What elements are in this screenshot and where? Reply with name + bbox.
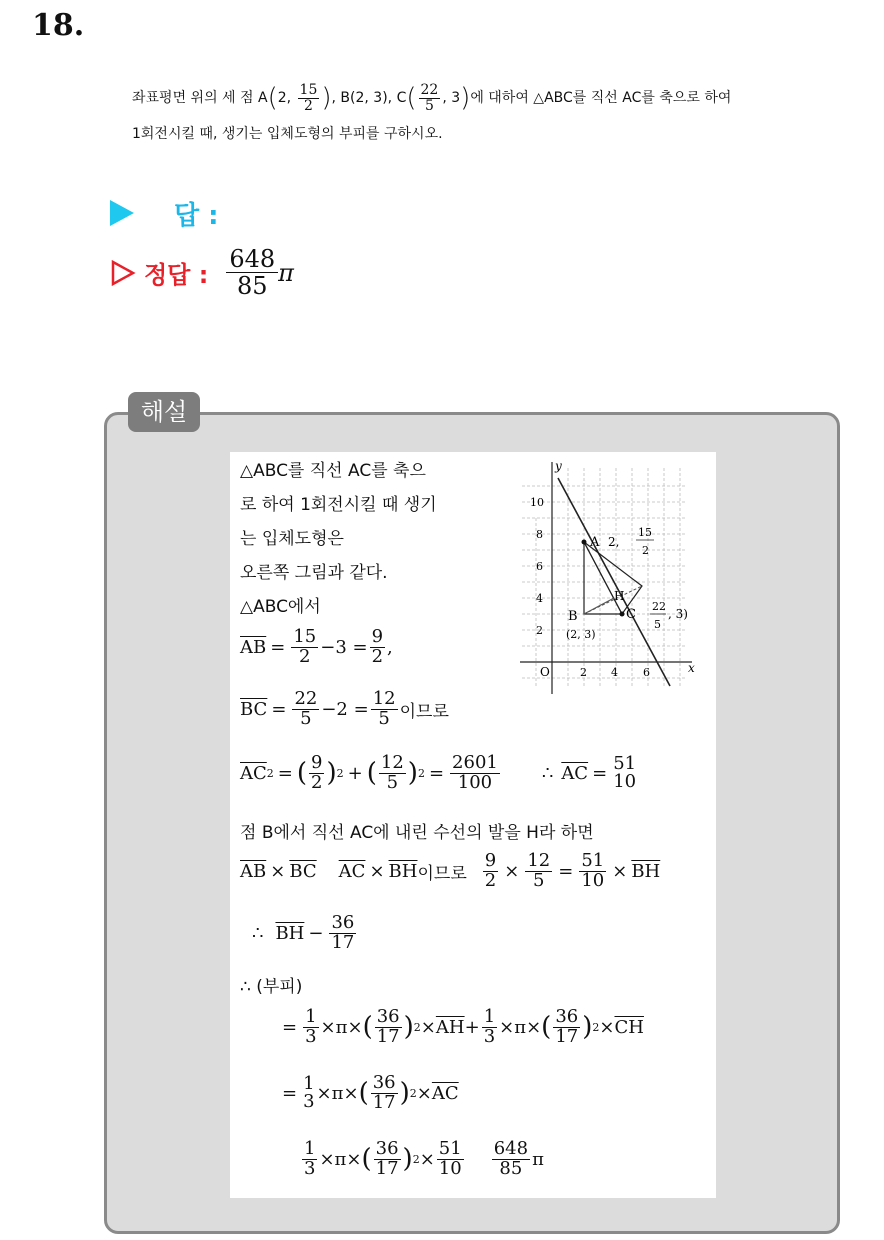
play-arrow-icon (110, 200, 134, 226)
coordinate-graph (516, 458, 716, 698)
answer-label: 답 : (174, 200, 219, 231)
x-tick-2: 2 (580, 666, 587, 679)
volume-line-2: = 1 3 × π × ( $\frac{36}{17}$ ) 2 × $\overline{AC}$ (282, 1072, 459, 1113)
point-c-x-fraction: $\frac{22}{5}$ (420, 81, 439, 114)
perpendicular-bh (584, 598, 614, 614)
y-tick-4: 4 (536, 592, 543, 605)
question-number: 18. (32, 8, 85, 43)
point-b-coord: (2, 3) (566, 628, 596, 641)
correct-answer-value: $\frac{648}{85}$ π (226, 246, 294, 300)
y-tick-10: 10 (530, 496, 544, 509)
point-c (620, 612, 625, 617)
question-line-2: 1회전시킬 때, 생기는 입체도형의 부피를 구하시오. (132, 126, 443, 142)
origin-label: O (540, 665, 550, 679)
point-a-y-den: 2 (642, 544, 649, 557)
solution-tag: 해설 (128, 392, 200, 432)
correct-answer-row (110, 246, 294, 300)
point-c-y-label: , 3) (668, 607, 688, 621)
question-text (132, 80, 852, 152)
point-b-label: B (568, 609, 578, 624)
bc-equation: $\overline{BC}$ = $\frac{22}{5}$ −2 = $\frac{12}{5}$ 이므로 (240, 688, 449, 729)
point-c-x-num: 22 (652, 600, 666, 613)
answer-row (110, 196, 219, 230)
rotated-triangle (584, 542, 642, 614)
y-tick-8: 8 (536, 528, 543, 541)
y-axis-label: y (555, 459, 562, 473)
outline-arrow-icon (110, 260, 136, 286)
volume-line-1: = $\frac{1}{3}$ × π × ( $\frac{36}{17}$ ) 2 × $\overline{AH}$ + $\frac{1}{3}$ × π × ( $\frac{36}{17}$ ) 2 × $\overline{CH}$ (282, 1006, 644, 1047)
x-tick-4: 4 (611, 666, 618, 679)
point-a-y-fraction: $\frac{15}{2}$ (299, 81, 318, 114)
y-tick-2: 2 (536, 624, 543, 637)
ac-equation: $\overline{AC}$ 2 = ( $\frac{9}{2}$ ) 2 + ( $\frac{12}{5}$ ) 2 = $\frac{2601}{100}$ ∴ $\overline{AC}$ = 51 10 (240, 752, 637, 793)
correct-answer-label: 정답 : (144, 261, 209, 290)
solution-card: △ABC를 직선 AC를 축으 로 하여 1회전시킬 때 생기 는 입체도형은 오른쪽 그림과 같다. △ABC에서 $\overline{AB}$ = $\frac{15}{2}$ −3 = $\frac{9}{2}$ , $\overline{BC}$ = $\frac{22}{5}$ −2 = $\frac{12}{5}$ 이므로 $\overline{AC}$ 2 = ( $\frac{9}{2}$ ) 2 + ( $\frac{12}{5}$ ) 2 = $\frac{2601}{100}$ ∴ $\overline{AC}$ = 51 10 점 B에서 직선 AC에 내린 수선의 발을 H라 하면 $\overline{AB}$ × $\overline{BC}$ $\overline{AC}$ × $\overline{BH}$ 이므로 $\frac{9}{2}$ × $\frac{12}{5}$ = $\frac{51}{10}$ × $\overline{BH}$ ∴ $\overline{BH}$ − $\frac{36}{17}$ ∴ (부피) = $\frac{1}{3}$ × π × ( $\frac{36}{17}$ ) 2 × $\overline{AH}$ + $\frac{1}{3}$ × π × ( $\frac{36}{17}$ ) 2 × $\overline{CH}$ = 1 3 × π × ( $\frac{36}{17}$ ) 2 × $\overline{AC}$ $\frac{1}{3}$ × π × ( $\frac{36}{17}$ ) 2 × $\frac{51}{10}$ $\frac{648}{85}$ π x y O 2 4 6 2 4 6 8 10 A 2, 15 2 B (2, 3) C 22 5 , 3) H (230, 452, 716, 1198)
ab-equation: $\overline{AB}$ = $\frac{15}{2}$ −3 = $\frac{9}{2}$ , (240, 626, 393, 667)
bh-result: ∴ $\overline{BH}$ − $\frac{36}{17}$ (252, 912, 355, 953)
volume-line-3: $\frac{1}{3}$ × π × ( $\frac{36}{17}$ ) 2 × $\frac{51}{10}$ $\frac{648}{85}$ π (304, 1138, 544, 1179)
area-equation: $\overline{AB}$ × $\overline{BC}$ $\overline{AC}$ × $\overline{BH}$ 이므로 $\frac{9}{2}$ × $\frac{12}{5}$ = $\frac{51}{10}$ × $\overline{BH}$ (240, 850, 661, 891)
x-tick-6: 6 (643, 666, 650, 679)
point-a-x-label: 2, (608, 535, 620, 549)
question-line-1: 좌표평면 위의 세 점 A(2, $\frac{15}{2}$ ), B(2, 3), C( $\frac{22}{5}$ , 3)에 대하여 △ABC를 직선 AC를 축으로 하여 (132, 81, 732, 114)
point-h-label: H (614, 589, 625, 603)
point-c-x-den: 5 (654, 618, 661, 631)
point-a-label: A (590, 535, 600, 550)
y-tick-6: 6 (536, 560, 543, 573)
graph-grid (522, 468, 686, 688)
x-axis-label: x (688, 661, 695, 675)
point-c-label: C (626, 607, 636, 622)
point-a-y-num: 15 (638, 526, 652, 539)
point-a (582, 540, 587, 545)
